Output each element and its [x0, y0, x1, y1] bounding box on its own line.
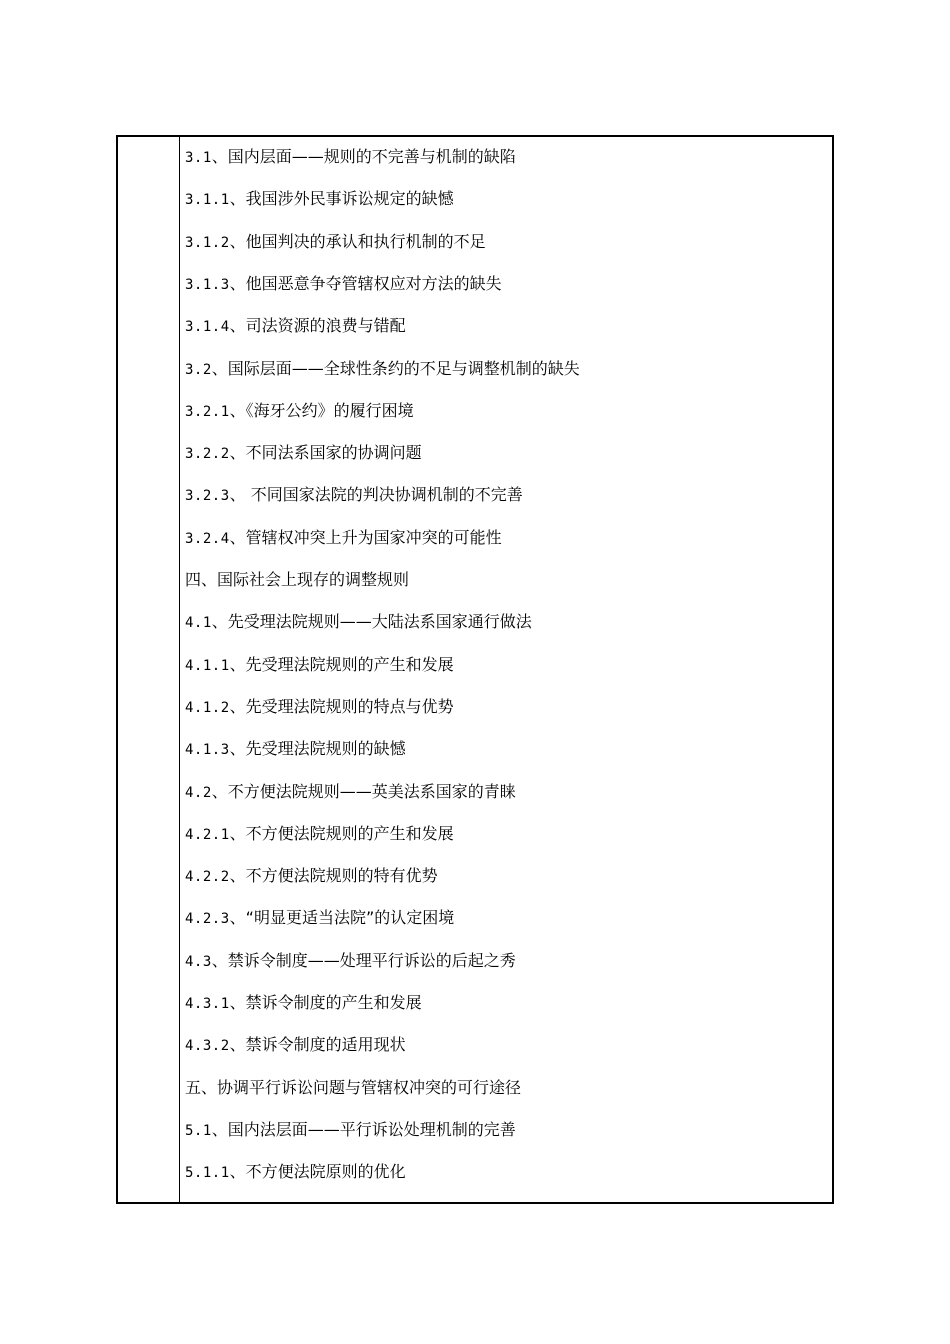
outline-item [185, 1118, 516, 1142]
outline-item-number: 4.2.1 [185, 826, 230, 843]
outline-item-number: 3.2.1 [185, 403, 230, 420]
outline-item [185, 653, 454, 677]
outline-item-number: 5.1.1 [185, 1165, 230, 1182]
outline-item-number: 3.2.2 [185, 446, 230, 463]
outline-item-text: 、不方便法院规则的产生和发展 [229, 823, 454, 843]
outline-item-number: 4.1.3 [185, 742, 230, 759]
outline-item [185, 441, 422, 465]
outline-item [185, 357, 580, 381]
outline-item-number: 4.3.2 [185, 1038, 230, 1055]
outline-item [185, 187, 454, 211]
outline-item-number: 4.2 [185, 784, 212, 801]
outline-table [116, 135, 834, 1204]
outline-item-text: 、他国恶意争夺管辖权应对方法的缺失 [229, 273, 502, 293]
outline-item-text: 、司法资源的浪费与错配 [229, 316, 406, 336]
outline-item [185, 314, 406, 338]
outline-item-text: 、禁诉令制度的适用现状 [229, 1035, 406, 1055]
outline-item [185, 737, 406, 761]
outline-item [185, 780, 516, 804]
outline-item [185, 822, 454, 846]
outline-item [185, 399, 414, 423]
outline-item-text: 、不同法系国家的协调问题 [229, 443, 422, 463]
outline-item-number: 3.1.3 [185, 276, 230, 293]
outline-item-number: 4.1.1 [185, 657, 230, 674]
outline-item-number: 4.3 [185, 953, 212, 970]
outline-item-text: 、管辖权冲突上升为国家冲突的可能性 [229, 527, 502, 547]
outline-item-text: 、他国判决的承认和执行机制的不足 [229, 231, 486, 251]
outline-item-number: 3.2.4 [185, 530, 230, 547]
outline-item-text: 、先受理法院规则的产生和发展 [229, 654, 454, 674]
outline-item [185, 1076, 521, 1100]
outline-item [185, 230, 486, 254]
outline-item-text: 、禁诉令制度——处理平行诉讼的后起之秀 [211, 950, 516, 970]
outline-item-text: 、《海牙公约》的履行困境 [229, 400, 414, 420]
outline-item-text: 、不方便法院原则的优化 [229, 1162, 406, 1182]
outline-item-text: 、不方便法院规则——英美法系国家的青睐 [211, 781, 516, 801]
outline-item [185, 991, 422, 1015]
outline-item [185, 272, 502, 296]
outline-item-number: 4.2.3 [185, 911, 230, 928]
outline-item [185, 145, 516, 169]
outline-item [185, 906, 454, 930]
outline-item-number: 4.1.2 [185, 699, 230, 716]
outline-item-text: 、先受理法院规则——大陆法系国家通行做法 [211, 612, 532, 632]
outline-item-text: 、不方便法院规则的特有优势 [229, 866, 438, 886]
outline-item-text: 四、国际社会上现存的调整规则 [185, 570, 410, 589]
outline-item [185, 568, 409, 592]
outline-item-number: 3.1.4 [185, 319, 230, 336]
outline-item [185, 1160, 406, 1184]
outline-item [185, 695, 454, 719]
outline-item-number: 4.2.2 [185, 869, 230, 886]
table-left-column [118, 137, 180, 1202]
outline-item-number: 3.2.3 [185, 488, 230, 505]
outline-item [185, 526, 502, 550]
outline-item [185, 610, 532, 634]
outline-item-text: 、 不同国家法院的判决协调机制的不完善 [229, 485, 523, 505]
table-content-column [180, 137, 832, 1202]
outline-item [185, 1033, 406, 1057]
outline-item [185, 949, 516, 973]
outline-item [185, 864, 438, 888]
outline-item-number: 3.1.2 [185, 234, 230, 251]
outline-item-text: 、国内层面——规则的不完善与机制的缺陷 [211, 147, 516, 166]
outline-item-text: 、先受理法院规则的特点与优势 [229, 696, 454, 716]
outline-item-text: 、国际层面——全球性条约的不足与调整机制的缺失 [211, 358, 580, 378]
outline-item-text: 、我国涉外民事诉讼规定的缺憾 [229, 189, 454, 209]
outline-item-text: 、先受理法院规则的缺憾 [229, 739, 406, 759]
outline-item-number: 5.1 [185, 1122, 212, 1139]
outline-item-text: 、禁诉令制度的产生和发展 [229, 993, 422, 1012]
outline-item-text: 五、协调平行诉讼问题与管辖权冲突的可行途径 [185, 1077, 522, 1097]
outline-item-number: 3.1 [185, 150, 212, 166]
outline-item-number: 3.1.1 [185, 192, 230, 209]
outline-item-number: 3.2 [185, 361, 212, 378]
outline-item-number: 4.3.1 [185, 996, 230, 1012]
outline-item-text: 、“明显更适当法院”的认定困境 [229, 908, 455, 928]
outline-item-number: 4.1 [185, 615, 212, 632]
outline-item-text: 、国内法层面——平行诉讼处理机制的完善 [211, 1119, 516, 1139]
outline-item [185, 483, 523, 507]
